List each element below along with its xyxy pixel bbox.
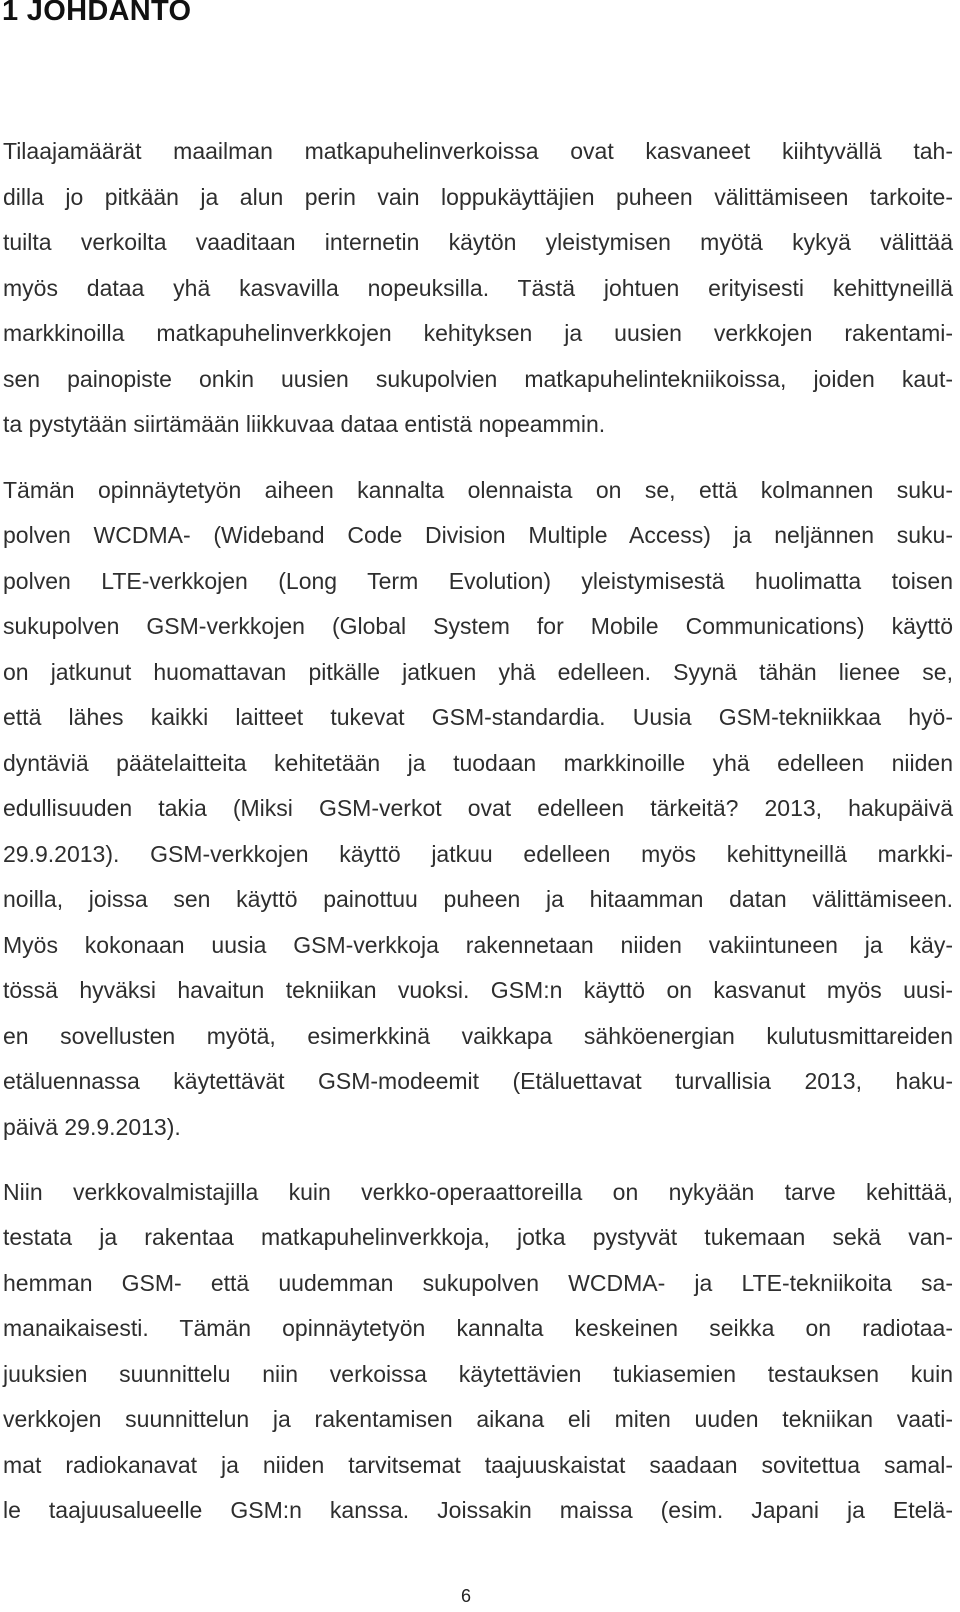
paragraph-2-line: polven LTE-verkkojen (Long Term Evolution) yleistymisestä huolimatta toisen (3, 568, 953, 594)
paragraph-2-line: päivä 29.9.2013). (3, 1114, 181, 1140)
paragraph-1-line: ta pystytään siirtämään liikkuvaa dataa entistä nopeammin. (3, 411, 606, 437)
paragraph-3-line: manaikaisesti. Tämän opinnäytetyön kannalta keskeinen seikka on radiotaa- (3, 1315, 953, 1341)
paragraph-3-line: verkkojen suunnittelun ja rakentamisen aikana eli miten uuden tekniikan vaati- (3, 1406, 953, 1432)
paragraph-2-line: en sovellusten myötä, esimerkkinä vaikkapa sähköenergian kulutusmittareiden (3, 1023, 953, 1049)
paragraph-2-line: dyntäviä päätelaitteita kehitetään ja tuodaan markkinoille yhä edelleen niiden (3, 750, 953, 776)
paragraph-3-line: le taajuusalueelle GSM:n kanssa. Joissakin maissa (esim. Japani ja Etelä- (3, 1497, 953, 1523)
paragraph-2-line: Myös kokonaan uusia GSM-verkkoja rakennetaan niiden vakiintuneen ja käy- (3, 932, 953, 958)
paragraph-3-line: mat radiokanavat ja niiden tarvitsemat taajuuskaistat saadaan sovitettua samal- (3, 1452, 953, 1478)
paragraph-1-line: tuilta verkoilta vaaditaan internetin käytön yleistymisen myötä kykyä välittää (3, 229, 953, 255)
paragraph-3-line: testata ja rakentaa matkapuhelinverkkoja, jotka pystyvät tukemaan sekä van- (3, 1224, 953, 1250)
paragraph-1-line: markkinoilla matkapuhelinverkkojen kehityksen ja uusien verkkojen rakentami- (3, 320, 953, 346)
paragraph-1-line: Tilaajamäärät maailman matkapuhelinverkoissa ovat kasvaneet kiihtyvällä tah- (3, 138, 953, 164)
paragraph-2-line: sukupolven GSM-verkkojen (Global System for Mobile Communications) käyttö (3, 613, 953, 639)
page-number: 6 (461, 1586, 472, 1606)
paragraph-2-line: on jatkunut huomattavan pitkälle jatkuen yhä edelleen. Syynä tähän lienee se, (3, 659, 953, 685)
paragraph-2-line: polven WCDMA- (Wideband Code Division Multiple Access) ja neljännen suku- (3, 522, 953, 548)
paragraph-3-line: hemman GSM- että uudemman sukupolven WCDMA- ja LTE-tekniikoita sa- (3, 1270, 953, 1296)
chapter-heading: 1 JOHDANTO (2, 0, 192, 27)
paragraph-2-line: edullisuuden takia (Miksi GSM-verkot ovat edelleen tärkeitä? 2013, hakupäivä (3, 795, 953, 821)
paragraph-2-line: noilla, joissa sen käyttö painottuu puheen ja hitaamman datan välittämiseen. (3, 886, 953, 912)
paragraph-2-line: 29.9.2013). GSM-verkkojen käyttö jatkuu edelleen myös kehittyneillä markki- (3, 841, 953, 867)
paragraph-2-line: tössä hyväksi havaitun tekniikan vuoksi. GSM:n käyttö on kasvanut myös uusi- (3, 977, 953, 1003)
paragraph-2-line: Tämän opinnäytetyön aiheen kannalta olennaista on se, että kolmannen suku- (3, 477, 953, 503)
paragraph-3-line: juuksien suunnittelu niin verkoissa käytettävien tukiasemien testauksen kuin (3, 1361, 953, 1387)
paragraph-2-line: etäluennassa käytettävät GSM-modeemit (Etäluettavat turvallisia 2013, haku- (3, 1068, 953, 1094)
paragraph-2-line: että lähes kaikki laitteet tukevat GSM-standardia. Uusia GSM-tekniikkaa hyö- (3, 704, 953, 730)
paragraph-1-line: sen painopiste onkin uusien sukupolvien matkapuhelintekniikoissa, joiden kaut- (3, 366, 953, 392)
paragraph-1-line: dilla jo pitkään ja alun perin vain loppukäyttäjien puheen välittämiseen tarkoite- (3, 184, 953, 210)
paragraph-3-line: Niin verkkovalmistajilla kuin verkko-operaattoreilla on nykyään tarve kehittää, (3, 1179, 953, 1205)
paragraph-1-line: myös dataa yhä kasvavilla nopeuksilla. Tästä johtuen erityisesti kehittyneillä (3, 275, 953, 301)
